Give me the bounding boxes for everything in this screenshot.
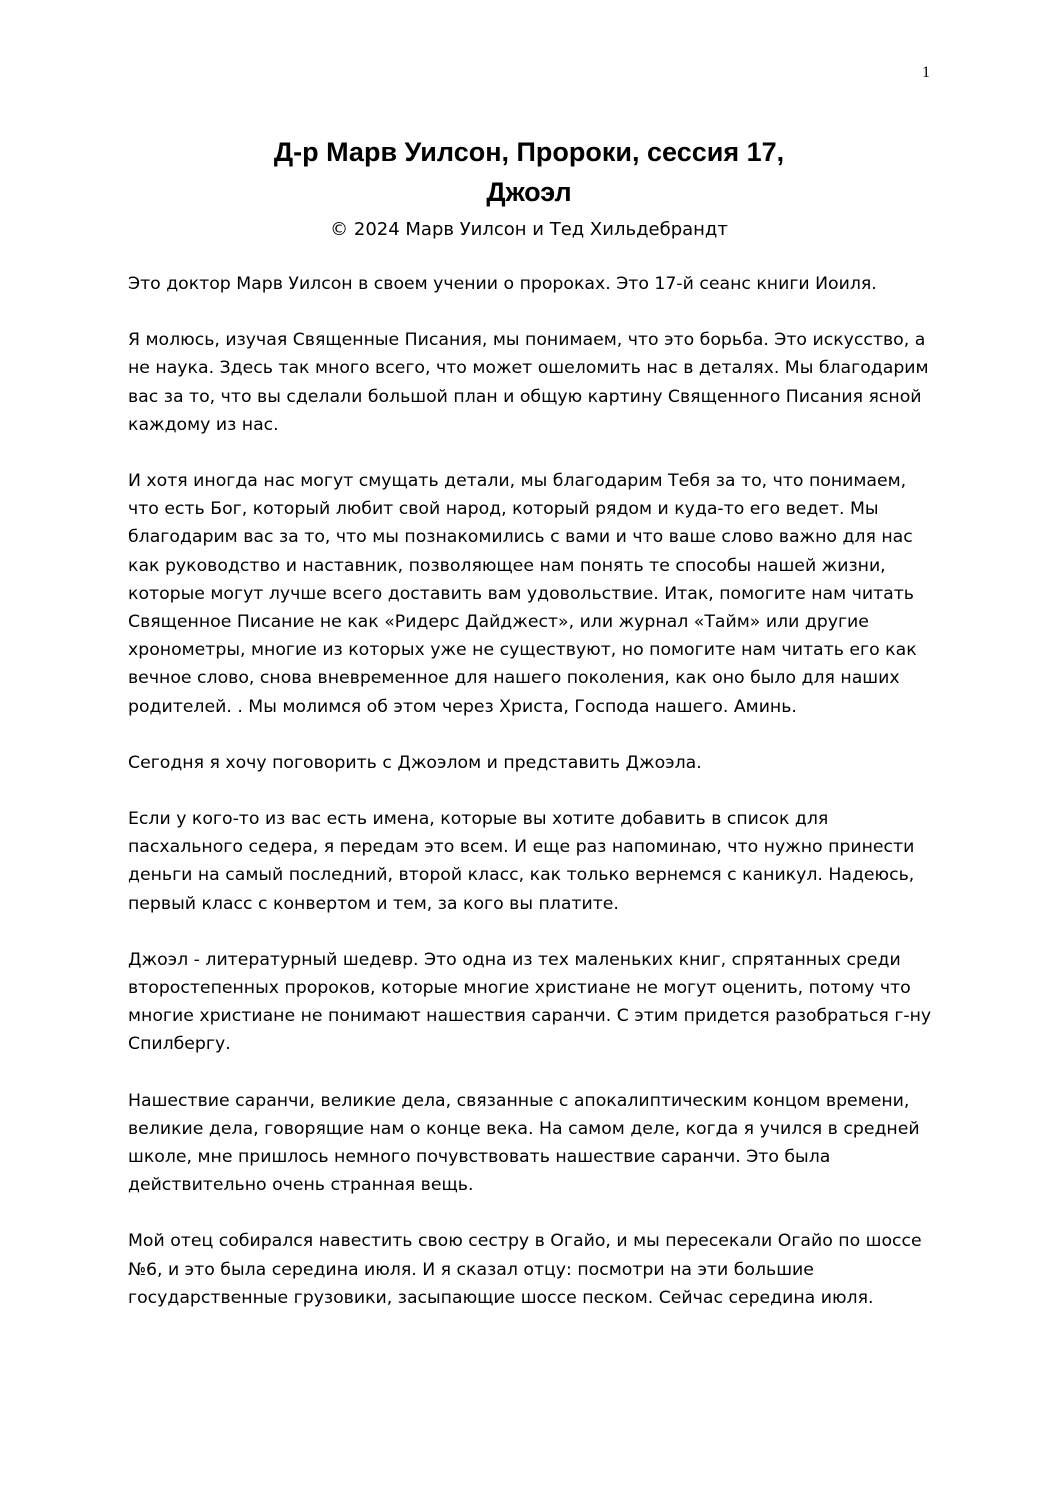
paragraph: Джоэл - литературный шедевр. Это одна из тех маленьких книг, спрятанных среди второстепенных пророков, которые многие христиане не могут оценить, потому что многие христиане не понимают нашествия саранчи. С этим придется разобраться г-ну Спилбергу.: [128, 949, 932, 1055]
copyright-line: © 2024 Марв Уилсон и Тед Хильдебрандт: [330, 219, 728, 240]
body-text: [128, 270, 938, 1340]
paragraph: И хотя иногда нас могут смущать детали, мы благодарим Тебя за то, что понимаем, что есть Бог, который любит свой народ, который рядом и куда-то его ведет. Мы благодарим вас за то, что мы познакомились с вами и что ваше слово важно для нас как руководство и наставник, позволяющее нам понять те способы нашей жизни, которые могут лучше всего доставить вам удовольствие. Итак, помогите нам читать Священное Писание не как «Ридерс Дайджест», или журнал «Тайм» или другие хронометры, многие из которых уже не существуют, но помогите нам читать его как вечное слово, снова вневременное для нашего поколения, как оно было для наших родителей. . Мы молимся об этом через Христа, Господа нашего. Аминь.: [128, 471, 917, 717]
paragraph: Это доктор Марв Уилсон в своем учении о пророках. Это 17-й сеанс книги Иоиля.: [128, 274, 877, 294]
paragraph: Если у кого-то из вас есть имена, которые вы хотите добавить в список для пасхального седера, я передам это всем. И еще раз напоминаю, что нужно принести деньги на самый последний, второй класс, как только вернемся с каникул. Надеюсь, первый класс с конвертом и тем, за кого вы платите.: [128, 809, 915, 914]
paragraph: Я молюсь, изучая Священные Писания, мы понимаем, что это борьба. Это искусство, а не наука. Здесь так много всего, что может ошеломить нас в деталях. Мы благодарим вас за то, что вы сделали большой план и общую картину Священного Писания ясной каждому из нас.: [128, 330, 929, 435]
paragraph: Сегодня я хочу поговорить с Джоэлом и представить Джоэла.: [128, 752, 702, 773]
title-line-1: Д-р Марв Уилсон, Пророки, сессия 17,: [273, 137, 785, 167]
document-title: [0, 132, 1058, 212]
paragraph: Нашествие саранчи, великие дела, связанные с апокалиптическим концом времени, великие дела, говорящие нам о конце века. На самом деле, когда я учился в средней школе, мне пришлось немного почувствовать нашествие саранчи. Это была действительно очень странная вещь.: [128, 1090, 920, 1196]
title-line-2: Джоэл: [486, 177, 572, 207]
page-number: 1: [922, 64, 930, 81]
paragraph: Мой отец собирался навестить свою сестру в Огайо, и мы пересекали Огайо по шоссе №6, и это была середина июля. И я сказал отцу: посмотри на эти большие государственные грузовики, засыпающие шоссе песком. Сейчас середина июля.: [128, 1231, 922, 1308]
